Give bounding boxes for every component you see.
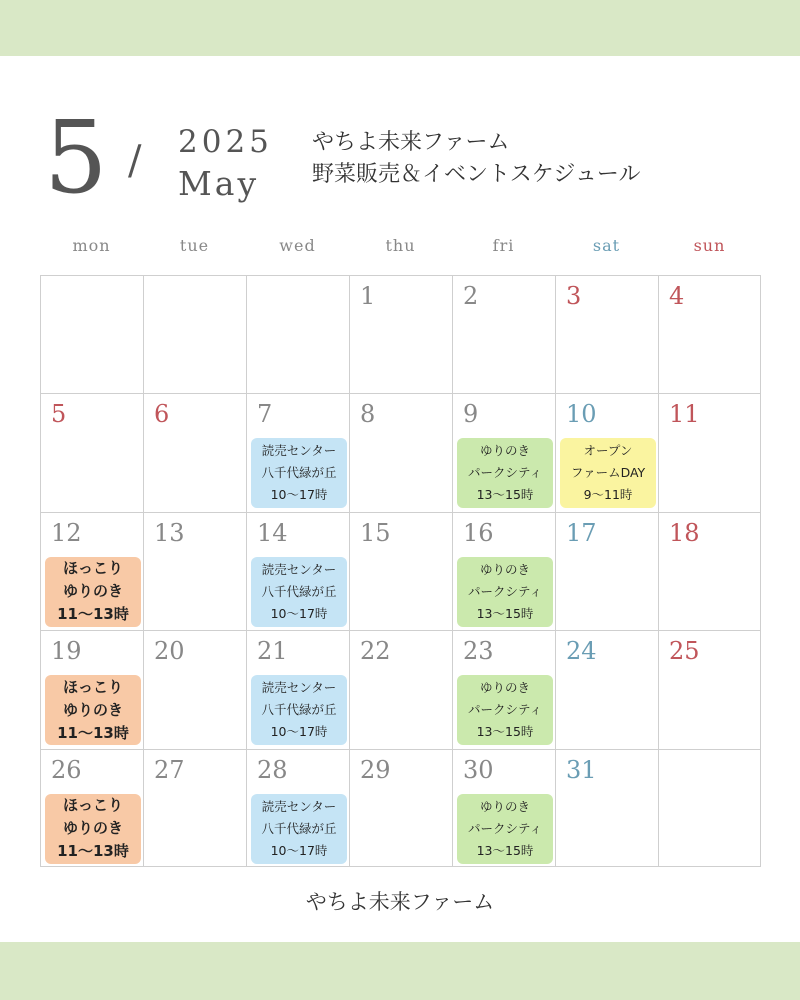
day-number: 18 <box>669 518 700 547</box>
event-badge <box>251 438 347 508</box>
event-line: 13〜15時 <box>476 605 534 621</box>
day-number: 29 <box>360 755 391 784</box>
year: 2025 <box>178 124 273 160</box>
day-cell-30 <box>452 749 555 867</box>
event-line: 13〜15時 <box>476 842 534 858</box>
event-line: 13〜15時 <box>476 724 534 740</box>
event-line: 10〜17時 <box>270 724 328 740</box>
day-cell-3 <box>555 275 658 393</box>
event-line: 9〜11時 <box>583 487 633 503</box>
event-line: 読売センター <box>261 798 337 814</box>
event-line: 11〜13時 <box>57 605 129 624</box>
weekday-fri: fri <box>492 236 515 255</box>
event-line: ファームDAY <box>570 465 646 481</box>
farm-name-title: やちよ未来ファーム <box>312 130 510 155</box>
event-line: ゆりのき <box>479 561 530 577</box>
weekday-thu: thu <box>385 236 416 255</box>
day-cell-2 <box>452 275 555 393</box>
day-number: 14 <box>257 518 288 547</box>
event-badge <box>560 438 656 508</box>
day-number: 2 <box>463 282 479 310</box>
day-number: 9 <box>463 400 479 429</box>
event-badge <box>45 794 141 864</box>
event-line: ゆりのき <box>62 819 123 838</box>
event-line: 11〜13時 <box>57 723 129 742</box>
day-number: 19 <box>51 637 82 666</box>
day-cell-9 <box>452 393 555 511</box>
event-line: ゆりのき <box>479 680 530 696</box>
event-line: パークシティ <box>467 702 542 718</box>
event-line: 八千代緑が丘 <box>261 820 337 836</box>
day-cell-7 <box>246 393 349 511</box>
empty-day-cell <box>246 275 349 393</box>
day-number: 27 <box>154 755 185 784</box>
event-line: 八千代緑が丘 <box>261 702 337 718</box>
day-cell-8 <box>349 393 452 511</box>
weekday-sat: sat <box>592 236 621 255</box>
day-cell-18 <box>658 512 761 630</box>
event-line: 10〜17時 <box>270 487 328 503</box>
day-number: 20 <box>154 637 185 666</box>
event-line: 八千代緑が丘 <box>261 583 337 599</box>
day-number: 11 <box>669 400 700 429</box>
event-line: ほっこり <box>62 677 123 696</box>
event-line: ほっこり <box>62 796 123 815</box>
day-cell-24 <box>555 630 658 748</box>
event-line: パークシティ <box>467 465 542 481</box>
day-cell-22 <box>349 630 452 748</box>
day-cell-28 <box>246 749 349 867</box>
day-number: 13 <box>154 518 185 547</box>
event-line: ほっこり <box>62 559 123 578</box>
event-line: オープン <box>583 443 633 459</box>
event-line: ゆりのき <box>479 798 530 814</box>
day-number: 25 <box>669 637 700 666</box>
empty-day-cell <box>40 275 143 393</box>
day-number: 5 <box>51 400 67 429</box>
event-badge <box>457 438 553 508</box>
event-badge <box>251 675 347 745</box>
event-line: 読売センター <box>261 680 337 696</box>
day-number: 3 <box>566 282 582 310</box>
day-cell-14 <box>246 512 349 630</box>
event-line: 八千代緑が丘 <box>261 465 337 481</box>
weekday-tue: tue <box>179 236 210 255</box>
day-number: 28 <box>257 755 288 784</box>
event-line: 読売センター <box>261 443 337 459</box>
day-cell-10 <box>555 393 658 511</box>
day-cell-1 <box>349 275 452 393</box>
date-slash: / <box>128 138 142 184</box>
event-badge <box>45 675 141 745</box>
month-number: 5 <box>44 99 108 216</box>
bottom-band <box>0 942 800 1000</box>
day-number: 8 <box>360 400 376 429</box>
day-number: 17 <box>566 518 597 547</box>
event-badge <box>457 794 553 864</box>
weekday-header <box>40 236 761 260</box>
day-number: 16 <box>463 518 494 547</box>
day-number: 30 <box>463 755 494 784</box>
day-cell-13 <box>143 512 246 630</box>
schedule-title: 野菜販売＆イベントスケジュール <box>312 162 641 187</box>
day-cell-29 <box>349 749 452 867</box>
event-badge <box>45 557 141 627</box>
empty-day-cell <box>658 749 761 867</box>
top-band <box>0 0 800 56</box>
day-number: 23 <box>463 637 494 666</box>
event-line: 10〜17時 <box>270 842 328 858</box>
day-number: 12 <box>51 518 82 547</box>
day-cell-11 <box>658 393 761 511</box>
day-number: 15 <box>360 518 391 547</box>
day-cell-21 <box>246 630 349 748</box>
day-cell-20 <box>143 630 246 748</box>
event-badge <box>251 557 347 627</box>
day-number: 4 <box>669 282 685 310</box>
day-number: 26 <box>51 755 82 784</box>
day-number: 21 <box>257 637 288 666</box>
event-line: ゆりのき <box>479 443 530 459</box>
day-number: 10 <box>566 400 597 429</box>
event-line: 10〜17時 <box>270 605 328 621</box>
event-line: ゆりのき <box>62 582 123 601</box>
day-number: 31 <box>566 755 597 784</box>
day-cell-25 <box>658 630 761 748</box>
day-number: 22 <box>360 637 391 666</box>
day-cell-4 <box>658 275 761 393</box>
footer-farm-name: やちよ未来ファーム <box>305 890 495 914</box>
event-badge <box>457 557 553 627</box>
event-line: パークシティ <box>467 820 542 836</box>
day-number: 1 <box>360 282 376 310</box>
day-cell-15 <box>349 512 452 630</box>
empty-day-cell <box>143 275 246 393</box>
day-cell-31 <box>555 749 658 867</box>
event-badge <box>251 794 347 864</box>
day-cell-5 <box>40 393 143 511</box>
day-cell-6 <box>143 393 246 511</box>
weekday-wed: wed <box>279 236 316 255</box>
month-name: May <box>178 164 260 203</box>
day-cell-27 <box>143 749 246 867</box>
day-cell-17 <box>555 512 658 630</box>
day-cell-12 <box>40 512 143 630</box>
event-line: ゆりのき <box>62 700 123 719</box>
event-badge <box>457 675 553 745</box>
day-number: 7 <box>257 400 273 429</box>
day-cell-19 <box>40 630 143 748</box>
event-line: 13〜15時 <box>476 487 534 503</box>
calendar-grid <box>40 275 761 867</box>
day-cell-23 <box>452 630 555 748</box>
weekday-sun: sun <box>693 236 726 255</box>
event-line: 11〜13時 <box>57 842 129 861</box>
event-line: パークシティ <box>467 583 542 599</box>
weekday-mon: mon <box>72 236 111 255</box>
day-number: 6 <box>154 400 170 429</box>
event-line: 読売センター <box>261 561 337 577</box>
day-number: 24 <box>566 637 597 666</box>
day-cell-16 <box>452 512 555 630</box>
day-cell-26 <box>40 749 143 867</box>
